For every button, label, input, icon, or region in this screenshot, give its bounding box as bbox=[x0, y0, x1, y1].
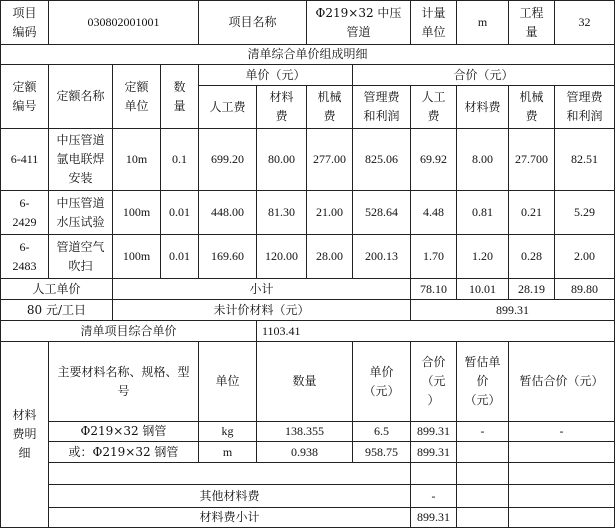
col-material-price: 单价 （元） bbox=[363, 364, 400, 398]
row2-labor-total: 4.48 bbox=[423, 205, 444, 219]
subtotal-machine: 28.19 bbox=[518, 281, 545, 296]
col-material-name: 主要材料名称、规格、型 号 bbox=[57, 364, 190, 398]
item-code-value: 030802001001 bbox=[87, 15, 160, 29]
col-material: 材料 费 bbox=[269, 90, 294, 123]
subtotal-mgmt: 89.80 bbox=[571, 281, 598, 296]
other-material-label: 其他材料费 bbox=[199, 488, 260, 503]
material2-name: 或：Φ219×32 钢管 bbox=[68, 444, 179, 459]
material2-price: 958.75 bbox=[365, 444, 398, 459]
row3-unit: 100m bbox=[122, 249, 151, 263]
row2-material-total: 0.81 bbox=[472, 205, 493, 219]
row1-material-total: 8.00 bbox=[472, 152, 493, 166]
material1-name: Φ219×32 钢管 bbox=[80, 424, 167, 438]
row2-machine-total: 0.21 bbox=[521, 205, 542, 219]
row2-name: 中压管道 水压试验 bbox=[56, 195, 105, 229]
material1-price: 6.5 bbox=[374, 424, 389, 438]
other-material-value: - bbox=[431, 488, 436, 503]
unpriced-material-label: 未计价材料（元） bbox=[213, 302, 310, 317]
row1-machine-total: 27.700 bbox=[515, 152, 548, 166]
col-material-qty: 数量 bbox=[292, 374, 317, 388]
item-code-label: 项目 编码 bbox=[12, 5, 37, 39]
composite-price-label: 清单项目综合单价 bbox=[80, 323, 177, 338]
row3-material-total: 1.20 bbox=[472, 249, 493, 263]
col-labor-total: 人工 费 bbox=[421, 90, 446, 123]
col-material-unit: 单位 bbox=[215, 374, 240, 388]
row1-machine: 277.00 bbox=[313, 152, 346, 166]
col-unit-price-group: 单价（元） bbox=[245, 67, 306, 82]
row1-name: 中压管道 氩电联焊 安装 bbox=[56, 133, 105, 185]
col-material-total: 材料费 bbox=[464, 99, 501, 114]
row3-material: 120.00 bbox=[265, 249, 298, 263]
composition-title: 清单综合单价组成明细 bbox=[247, 47, 368, 61]
row2-code: 6- 2429 bbox=[12, 195, 37, 229]
material1-est-price: - bbox=[480, 424, 485, 438]
row3-labor-total: 1.70 bbox=[423, 249, 444, 263]
material1-qty: 138.355 bbox=[285, 424, 324, 438]
row1-labor-total: 69.92 bbox=[420, 152, 447, 166]
col-estimated-price: 暂估单 价 （元） bbox=[464, 355, 501, 407]
row2-machine: 21.00 bbox=[316, 205, 343, 219]
col-quota-name: 定额名称 bbox=[56, 89, 105, 103]
unit-label: 计量 单位 bbox=[421, 5, 446, 39]
row3-labor: 169.60 bbox=[211, 249, 244, 263]
col-quota-code: 定额 编号 bbox=[12, 79, 37, 113]
row1-qty: 0.1 bbox=[172, 152, 187, 166]
subtotal-labor: 78.10 bbox=[420, 281, 447, 296]
subtotal-label: 小计 bbox=[249, 281, 274, 296]
row1-unit: 10m bbox=[125, 152, 148, 166]
row1-code: 6-411 bbox=[10, 152, 39, 166]
col-material-total: 合价 （元 ） bbox=[421, 355, 446, 407]
row1-labor: 699.20 bbox=[211, 152, 244, 166]
col-mgmt-profit-total: 管理费 和利润 bbox=[566, 90, 603, 123]
col-labor: 人工费 bbox=[209, 99, 246, 114]
material1-unit: kg bbox=[221, 424, 234, 438]
item-name-label: 项目名称 bbox=[228, 15, 277, 29]
material1-total: 899.31 bbox=[417, 424, 450, 438]
composite-price-value: 1103.41 bbox=[262, 323, 301, 338]
row1-material: 80.00 bbox=[268, 152, 295, 166]
row1-mgmt-total: 82.51 bbox=[571, 152, 598, 166]
labor-rate: 80 元/工日 bbox=[26, 302, 87, 317]
material-subtotal-value: 899.31 bbox=[417, 510, 450, 524]
quantity-label: 工程 量 bbox=[519, 5, 544, 39]
col-estimated-total: 暂估合价（元） bbox=[519, 374, 604, 388]
row3-mgmt-total: 2.00 bbox=[574, 249, 595, 263]
col-total-price-group: 合价（元） bbox=[453, 67, 514, 82]
material-detail-label: 材料 费明 细 bbox=[12, 408, 37, 460]
unpriced-material-value: 899.31 bbox=[496, 302, 529, 317]
quantity-value: 32 bbox=[578, 15, 591, 29]
col-machine-total: 机械 费 bbox=[519, 90, 544, 123]
material1-est-total: - bbox=[559, 424, 564, 438]
labor-unit-price-label: 人工单价 bbox=[32, 281, 81, 296]
material2-unit: m bbox=[222, 444, 233, 459]
material2-total: 899.31 bbox=[417, 444, 450, 459]
row3-machine: 28.00 bbox=[316, 249, 343, 263]
item-name-value: Φ219×32 中压 管道 bbox=[315, 5, 402, 39]
row3-name: 管道空气 吹扫 bbox=[56, 239, 105, 273]
col-quota-unit: 定额 单位 bbox=[124, 79, 149, 113]
row2-material: 81.30 bbox=[268, 205, 295, 219]
row2-mgmt: 528.64 bbox=[365, 205, 398, 219]
row3-code: 6- 2483 bbox=[12, 239, 37, 273]
row3-mgmt: 200.13 bbox=[365, 249, 398, 263]
row3-qty: 0.01 bbox=[169, 249, 190, 263]
col-mgmt-profit: 管理费 和利润 bbox=[363, 90, 400, 123]
material-subtotal-label: 材料费小计 bbox=[199, 510, 260, 524]
row2-labor: 448.00 bbox=[211, 205, 244, 219]
material2-est-price bbox=[457, 442, 508, 462]
col-machine: 机械 费 bbox=[317, 90, 342, 123]
material2-est-total bbox=[509, 442, 614, 462]
row2-unit: 100m bbox=[122, 205, 151, 219]
row3-machine-total: 0.28 bbox=[521, 249, 542, 263]
material2-qty: 0.938 bbox=[291, 444, 318, 459]
subtotal-material: 10.01 bbox=[469, 281, 496, 296]
col-quantity: 数 量 bbox=[173, 79, 186, 113]
row2-qty: 0.01 bbox=[169, 205, 190, 219]
row2-mgmt-total: 5.29 bbox=[574, 205, 595, 219]
unit-value: m bbox=[477, 15, 488, 29]
row1-mgmt: 825.06 bbox=[365, 152, 398, 166]
